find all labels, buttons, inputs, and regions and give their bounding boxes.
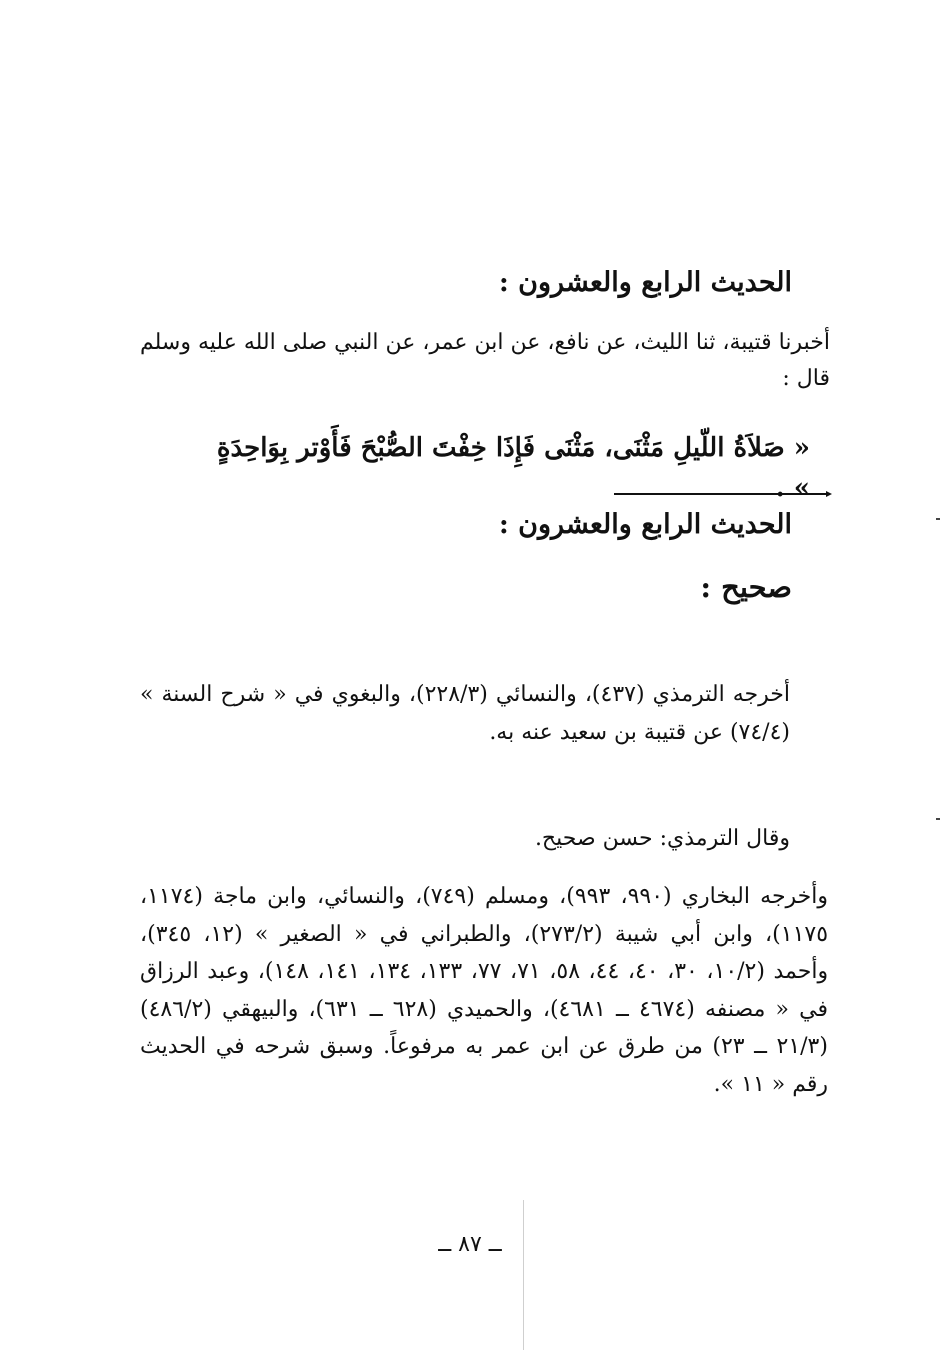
separator-rule [614,493,826,495]
isnad-paragraph: أخبرنا قتيبة، ثنا الليث، عن نافع، عن ابن عمر، عن النبي صلى الله عليه وسلم قال : [140,330,830,391]
grade-label: صحيح : [700,570,792,604]
takhrij-paragraph-2: وأخرجه البخاري (٩٩٠، ٩٩٣)، ومسلم (٧٤٩)، والنسائي، وابن ماجة (١١٧٤، ١١٧٥)، وابن أبي شيبة (٢٧٣/٢)، والطبراني في « الصغير » (١٢، ٣٤٥)، وأحمد (١٠/٢، ٣٠، ٤٠، ٤٤، ٥٨، ٧١، ٧٧، ١٣٣، ١٣٤، ١٤١، ١٤٨)، وعبد الرزاق في « مصنفه (٤٦٧٤ ــ ٤٦٨١)، والحميدي (٦٢٨ ــ ٦٣١)، والبيهقي (٤٨٦/٢) (٢١/٣ ــ ٢٣) من طرق عن ابن عمر به مرفوعاً. وسبق شرحه في الحديث رقم « ١١ ». [140,884,829,1097]
tirmidhi-remark: وقال الترمذي: حسن صحيح. [534,826,790,851]
margin-mark [936,518,940,520]
margin-mark [936,818,940,820]
hadith-text: « صَلاَةُ اللّيلِ مَثْنَى، مَثْنَى فَإِذَا خِفْتَ الصُّبْحَ فَأَوْتر بِوَاحِدَةٍ » . [216,433,810,503]
page-number: ــ ٨٧ ــ [438,1232,502,1257]
page-fold-line [523,1200,524,1350]
takhrij-paragraph-1: أخرجه الترمذي (٤٣٧)، والنسائي (٢٢٨/٣)، والبغوي في « شرح السنة » (٧٤/٤) عن قتيبة بن سعيد عنه به. [140,682,791,745]
hadith-heading: الحديث الرابع والعشرون : [498,267,792,298]
commentary-heading: الحديث الرابع والعشرون : [498,509,792,540]
